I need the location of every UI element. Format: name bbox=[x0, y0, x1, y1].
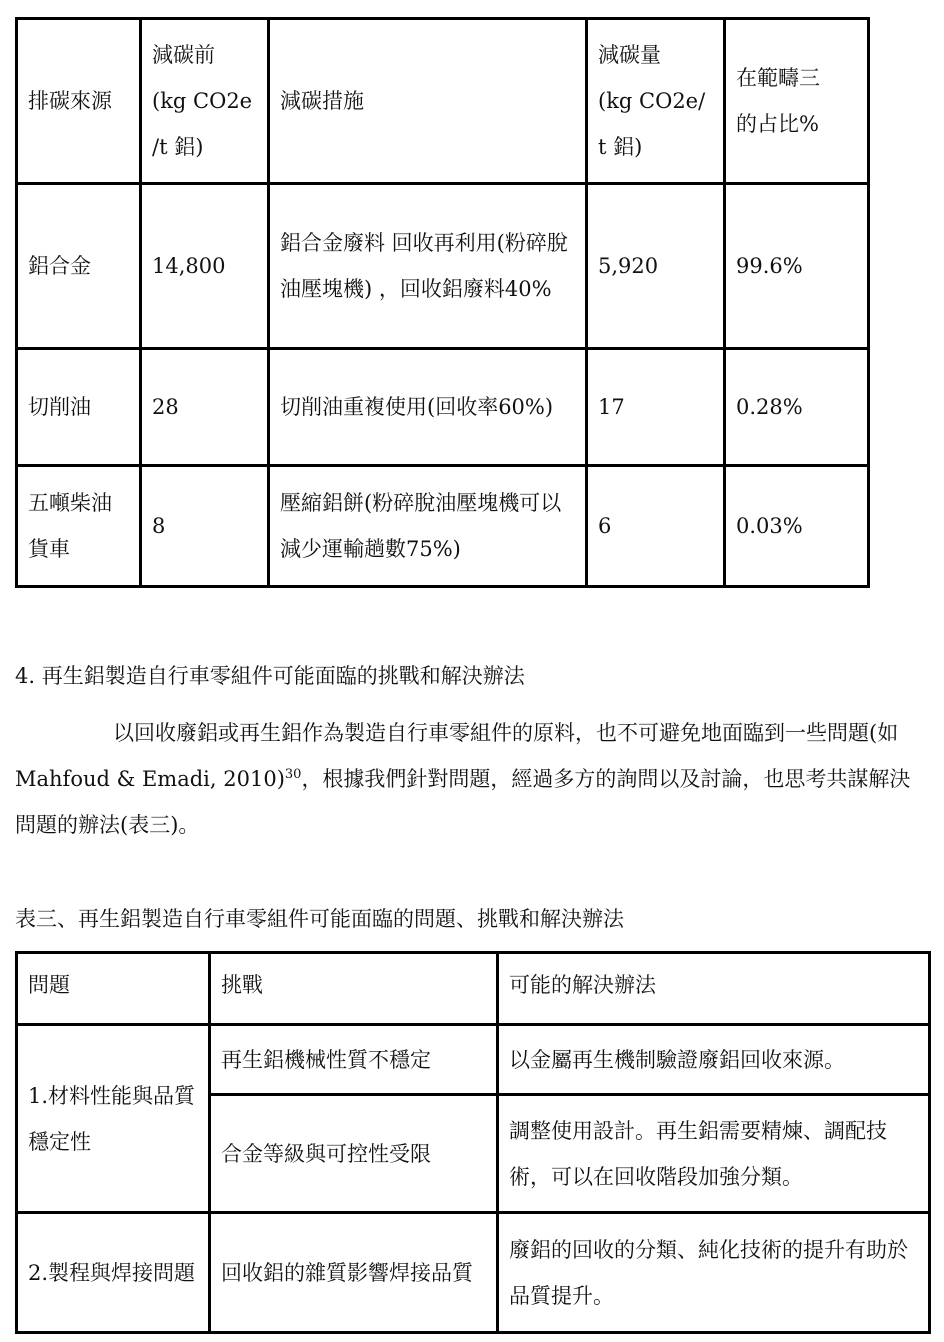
section-heading: 4. 再生鋁製造自行車零組件可能面臨的挑戰和解決辦法 bbox=[15, 664, 525, 688]
cell-before: 28 bbox=[141, 349, 269, 466]
table-caption: 表三、再生鋁製造自行車零組件可能面臨的問題、挑戰和解決辦法 bbox=[15, 907, 624, 931]
body-paragraph bbox=[15, 710, 915, 848]
cell-source: 五噸柴油貨車 bbox=[17, 466, 141, 587]
header-emission-source: 排碳來源 bbox=[17, 19, 141, 184]
cell-ratio: 0.03% bbox=[725, 466, 869, 587]
reference-superscript: 30 bbox=[284, 767, 302, 782]
paragraph-text: ，根據我們針對問題，經過多方的詢問以及討論，也思考共謀解決問題的辦法(表三)。 bbox=[15, 767, 911, 837]
header-amount-line: 減碳量 bbox=[598, 43, 661, 67]
cell-before: 8 bbox=[141, 466, 269, 587]
header-solution: 可能的解決辦法 bbox=[498, 953, 930, 1025]
table-row bbox=[17, 466, 869, 587]
carbon-reduction-table bbox=[15, 17, 870, 588]
header-reduction-measure: 減碳措施 bbox=[269, 19, 587, 184]
cell-solution: 以金屬再生機制驗證廢鋁回收來源。 bbox=[498, 1025, 930, 1095]
cell-source: 切削油 bbox=[17, 349, 141, 466]
header-before-reduction bbox=[141, 19, 269, 184]
header-challenge: 挑戰 bbox=[210, 953, 498, 1025]
header-problem: 問題 bbox=[17, 953, 210, 1025]
header-ratio-line: 在範疇三 bbox=[736, 66, 820, 90]
cell-amount: 5,920 bbox=[587, 184, 725, 349]
table-row bbox=[17, 184, 869, 349]
table-header-row bbox=[17, 19, 869, 184]
header-scope3-ratio bbox=[725, 19, 869, 184]
header-reduction-amount bbox=[587, 19, 725, 184]
cell-amount: 6 bbox=[587, 466, 725, 587]
table-header-row bbox=[17, 953, 930, 1025]
table-row bbox=[17, 1025, 930, 1095]
header-amount-line: (kg CO2e/ bbox=[598, 89, 706, 113]
cell-solution: 調整使用設計。再生鋁需要精煉、調配技術，可以在回收階段加強分類。 bbox=[498, 1095, 930, 1213]
cell-ratio: 0.28% bbox=[725, 349, 869, 466]
cell-problem: 2.製程與焊接問題 bbox=[17, 1213, 210, 1333]
header-amount-line: t 鋁) bbox=[598, 135, 643, 159]
challenges-table bbox=[15, 951, 931, 1334]
cell-challenge: 回收鋁的雜質影響焊接品質 bbox=[210, 1213, 498, 1333]
cell-measure: 鋁合金廢料 回收再利用(粉碎脫油壓塊機) ，回收鋁廢料40% bbox=[269, 184, 587, 349]
cell-solution: 廢鋁的回收的分類、純化技術的提升有助於品質提升。 bbox=[498, 1213, 930, 1333]
header-ratio-line: 的占比% bbox=[736, 112, 819, 136]
cell-challenge: 合金等級與可控性受限 bbox=[210, 1095, 498, 1213]
cell-measure: 壓縮鋁餅(粉碎脫油壓塊機可以減少運輸趟數75%) bbox=[269, 466, 587, 587]
cell-amount: 17 bbox=[587, 349, 725, 466]
table-row bbox=[17, 349, 869, 466]
cell-challenge: 再生鋁機械性質不穩定 bbox=[210, 1025, 498, 1095]
header-before-line: 減碳前 bbox=[152, 43, 215, 67]
cell-source: 鋁合金 bbox=[17, 184, 141, 349]
paragraph-text: 以回收廢鋁或再生鋁作為製造自行車零組件的原料，也不可避免地面臨到一些問題(如Mahfoud & Emadi, 2010) bbox=[15, 721, 899, 791]
cell-measure: 切削油重複使用(回收率60%) bbox=[269, 349, 587, 466]
table-row bbox=[17, 1213, 930, 1333]
header-before-line: (kg CO2e bbox=[152, 89, 253, 113]
header-before-line: /t 鋁) bbox=[152, 135, 204, 159]
cell-before: 14,800 bbox=[141, 184, 269, 349]
cell-ratio: 99.6% bbox=[725, 184, 869, 349]
cell-problem: 1.材料性能與品質穩定性 bbox=[17, 1025, 210, 1213]
